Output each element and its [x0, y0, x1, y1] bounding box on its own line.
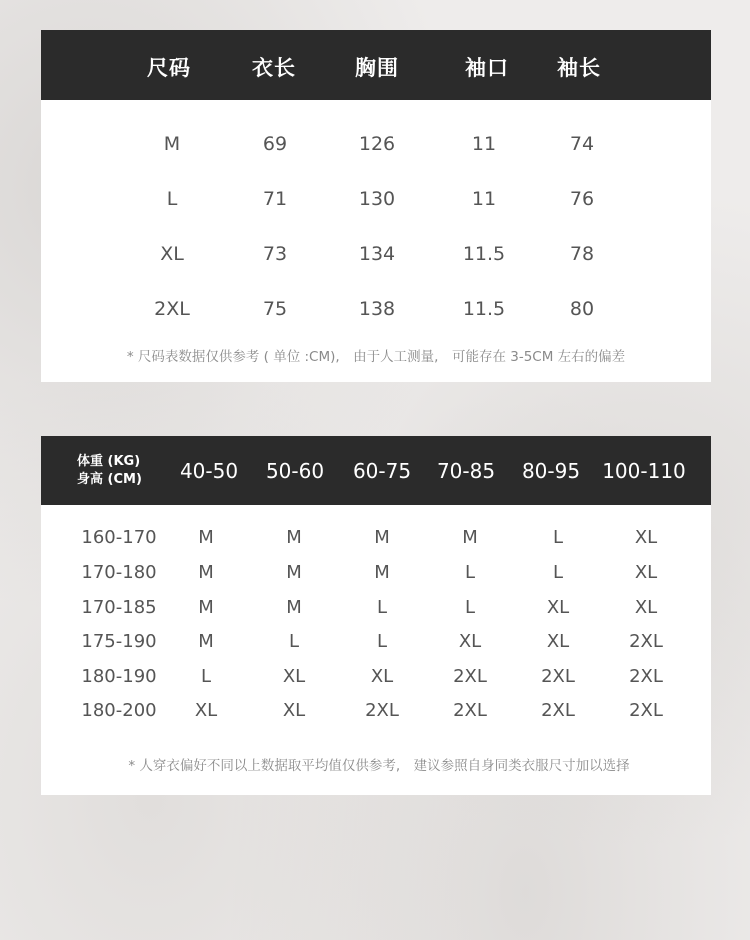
- size-cell: XL: [546, 597, 570, 618]
- weight-range-header: 60-75: [352, 459, 412, 483]
- size-cell: 2XL: [541, 700, 575, 721]
- size-cell: L: [288, 631, 300, 652]
- cuff-cell: 11: [471, 188, 497, 210]
- weight-range-header: 100-110: [602, 459, 686, 483]
- size-cell: M: [198, 562, 214, 583]
- size-cell: M: [374, 527, 390, 548]
- length-cell: 73: [262, 243, 288, 265]
- size-cell: 2XL: [629, 666, 663, 687]
- size-cell: L: [200, 666, 212, 687]
- sleeve-cell: 78: [569, 243, 595, 265]
- size-cell: M: [198, 527, 214, 548]
- length-cell: 71: [262, 188, 288, 210]
- height-range-cell: 175-190: [81, 631, 157, 652]
- size-cell: L: [376, 631, 388, 652]
- size-cell: XL: [370, 666, 394, 687]
- size-cell: XL: [282, 666, 306, 687]
- height-range-cell: 170-185: [81, 597, 157, 618]
- size-cell: M: [286, 597, 302, 618]
- size-cell: XL: [634, 527, 658, 548]
- size-cell: 2XL: [365, 700, 399, 721]
- recommendation-note: * 人穿衣偏好不同以上数据取平均值仅供参考, 建议参照自身同类衣服尺寸加以选择: [128, 758, 630, 774]
- cuff-cell: 11.5: [462, 243, 506, 265]
- weight-axis-label: 体重 (KG): [77, 454, 141, 469]
- chest-cell: 126: [358, 133, 396, 155]
- size-cell: XL: [194, 700, 218, 721]
- height-axis-label: 身高 (CM): [77, 472, 142, 487]
- size-cell: 2XL: [453, 666, 487, 687]
- size-cell: L: [552, 562, 564, 583]
- size-cell: M: [286, 527, 302, 548]
- size-cell: M: [286, 562, 302, 583]
- size-cell: M: [198, 631, 214, 652]
- size-cell: M: [374, 562, 390, 583]
- size-cell: XL: [634, 562, 658, 583]
- header-length: 衣长: [252, 56, 296, 80]
- size-cell: L: [166, 188, 178, 210]
- weight-range-header: 80-95: [521, 459, 581, 483]
- length-cell: 69: [262, 133, 288, 155]
- size-cell: XL: [634, 597, 658, 618]
- size-cell: 2XL: [541, 666, 575, 687]
- size-cell: XL: [282, 700, 306, 721]
- weight-range-header: 70-85: [436, 459, 496, 483]
- size-cell: M: [163, 133, 181, 155]
- header-sleeve: 袖长: [557, 56, 601, 80]
- cuff-cell: 11.5: [462, 298, 506, 320]
- cuff-cell: 11: [471, 133, 497, 155]
- size-recommendation-table: [41, 436, 711, 795]
- size-cell: L: [464, 562, 476, 583]
- size-chart-note: * 尺码表数据仅供参考 ( 单位 :CM), 由于人工测量, 可能存在 3-5CM 左右的偏差: [126, 349, 626, 365]
- size-cell: XL: [546, 631, 570, 652]
- sleeve-cell: 76: [569, 188, 595, 210]
- height-range-cell: 180-190: [81, 666, 157, 687]
- size-cell: 2XL: [629, 700, 663, 721]
- header-chest: 胸围: [355, 56, 399, 80]
- header-size: 尺码: [147, 56, 191, 80]
- size-cell: L: [464, 597, 476, 618]
- sleeve-cell: 80: [569, 298, 595, 320]
- size-chart-header: [41, 30, 711, 100]
- size-cell: 2XL: [453, 700, 487, 721]
- weight-range-header: 50-60: [265, 459, 325, 483]
- size-cell: XL: [458, 631, 482, 652]
- chest-cell: 138: [358, 298, 396, 320]
- size-cell: 2XL: [629, 631, 663, 652]
- height-range-cell: 180-200: [81, 700, 157, 721]
- size-cell: L: [376, 597, 388, 618]
- sleeve-cell: 74: [569, 133, 595, 155]
- size-cell: 2XL: [154, 298, 190, 320]
- size-cell: L: [552, 527, 564, 548]
- recommendation-header: [41, 436, 711, 505]
- size-cell: M: [462, 527, 478, 548]
- chest-cell: 134: [358, 243, 396, 265]
- weight-range-header: 40-50: [179, 459, 239, 483]
- height-range-cell: 170-180: [81, 562, 157, 583]
- size-cell: M: [198, 597, 214, 618]
- size-cell: XL: [160, 243, 184, 265]
- header-cuff: 袖口: [465, 56, 509, 80]
- chest-cell: 130: [358, 188, 396, 210]
- height-range-cell: 160-170: [81, 527, 157, 548]
- corner-header: [77, 453, 142, 489]
- length-cell: 75: [262, 298, 288, 320]
- size-chart-table: [41, 30, 711, 382]
